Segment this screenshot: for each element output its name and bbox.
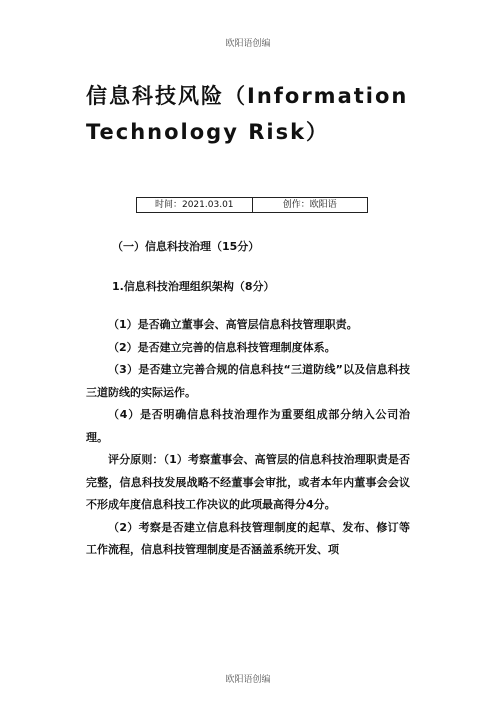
page-footer: 欧阳语创编: [225, 675, 271, 685]
meta-time: 时间：2021.03.01: [154, 200, 234, 210]
paragraph: （2）是否建立完善的信息科技管理制度体系。: [108, 340, 336, 354]
paragraph: （4）是否明确信息科技治理作为重要组成部分纳入公司治理。: [86, 408, 410, 444]
document-title: 信息科技风险（Information Technology Risk）: [86, 84, 409, 144]
body-text: [86, 314, 410, 562]
paragraph: （2）考察是否建立信息科技管理制度的起草、发布、修订等工作流程，信息科技管理制度是否涵盖系统开发、项: [86, 520, 410, 556]
paragraph: 评分原则：（1）考察董事会、高管层的信息科技治理职责是否完整，信息科技发展战略不经董事会审批，或者本年内董事会会议不形成年度信息科技工作决议的此项最高得分4分。: [86, 453, 410, 511]
page-header: 欧阳语创编: [225, 39, 271, 49]
paragraph: （1）是否确立董事会、高管层信息科技管理职责。: [108, 318, 358, 331]
paragraph: （3）是否建立完善合规的信息科技“三道防线”以及信息科技三道防线的实际运作。: [86, 363, 410, 399]
meta-author: 创作：欧阳语: [252, 198, 368, 212]
section-heading: （一）信息科技治理（15分）: [112, 240, 260, 253]
meta-table: [136, 197, 368, 213]
subsection-heading: 1.信息科技治理组织架构（8分）: [112, 280, 275, 293]
